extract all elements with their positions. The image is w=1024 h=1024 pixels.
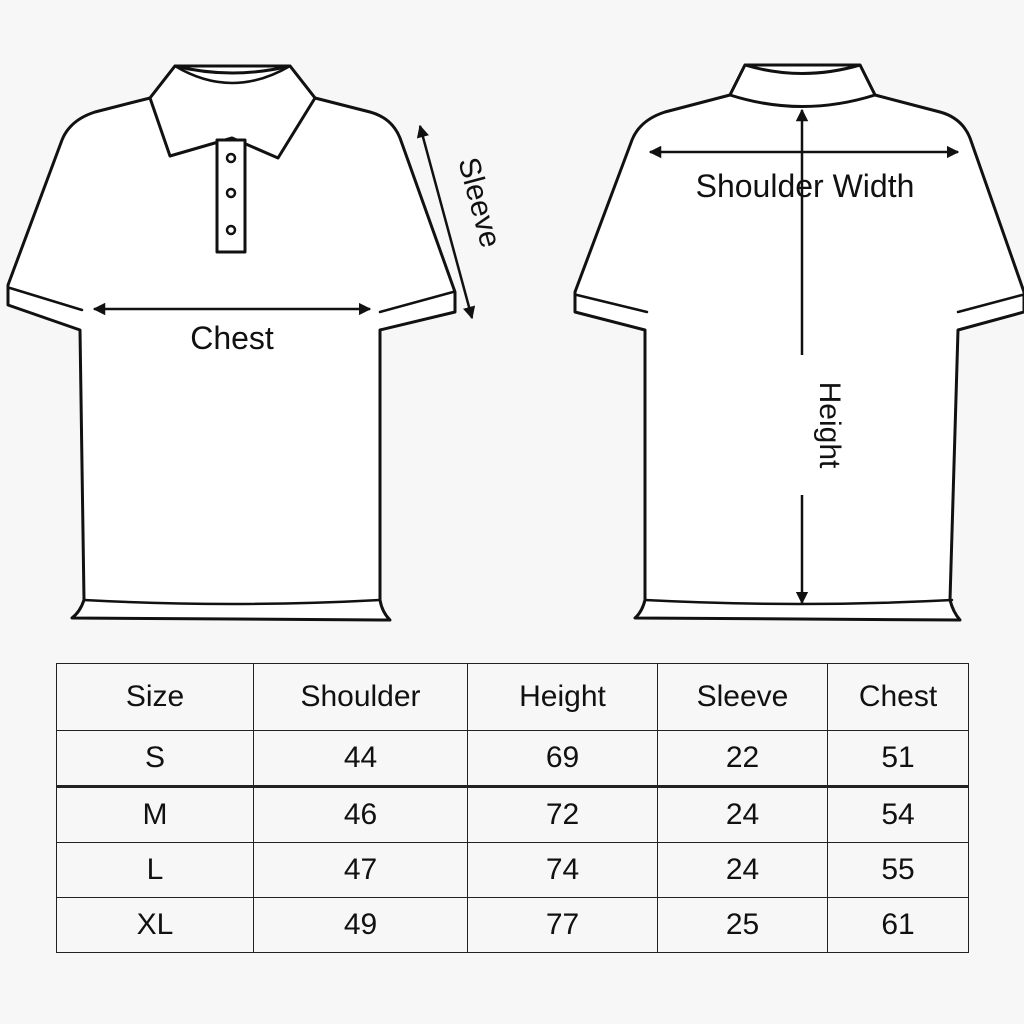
cell-shoulder: 44 bbox=[254, 731, 468, 787]
header-height: Height bbox=[468, 664, 658, 731]
cell-size: L bbox=[57, 843, 254, 898]
shoulder-width-label: Shoulder Width bbox=[695, 168, 915, 204]
chest-label: Chest bbox=[190, 320, 274, 356]
cell-chest: 61 bbox=[828, 898, 969, 953]
polo-shirt-back-icon bbox=[575, 65, 1024, 620]
table-row bbox=[57, 898, 969, 953]
cell-height: 74 bbox=[468, 843, 658, 898]
cell-size: XL bbox=[57, 898, 254, 953]
size-chart-table bbox=[56, 663, 969, 953]
header-sleeve: Sleeve bbox=[658, 664, 828, 731]
cell-size: M bbox=[57, 787, 254, 843]
header-size: Size bbox=[57, 664, 254, 731]
height-label: Height bbox=[813, 381, 846, 469]
table-row bbox=[57, 731, 969, 787]
cell-height: 69 bbox=[468, 731, 658, 787]
header-chest: Chest bbox=[828, 664, 969, 731]
cell-shoulder: 49 bbox=[254, 898, 468, 953]
cell-sleeve: 24 bbox=[658, 787, 828, 843]
cell-sleeve: 24 bbox=[658, 843, 828, 898]
cell-height: 77 bbox=[468, 898, 658, 953]
cell-sleeve: 22 bbox=[658, 731, 828, 787]
table-header-row bbox=[57, 664, 969, 731]
cell-shoulder: 47 bbox=[254, 843, 468, 898]
cell-height: 72 bbox=[468, 787, 658, 843]
table-row bbox=[57, 843, 969, 898]
cell-chest: 54 bbox=[828, 787, 969, 843]
cell-chest: 51 bbox=[828, 731, 969, 787]
cell-chest: 55 bbox=[828, 843, 969, 898]
sleeve-label: Sleeve bbox=[451, 153, 507, 252]
cell-sleeve: 25 bbox=[658, 898, 828, 953]
cell-shoulder: 46 bbox=[254, 787, 468, 843]
cell-size: S bbox=[57, 731, 254, 787]
table-row bbox=[57, 787, 969, 843]
header-shoulder: Shoulder bbox=[254, 664, 468, 731]
